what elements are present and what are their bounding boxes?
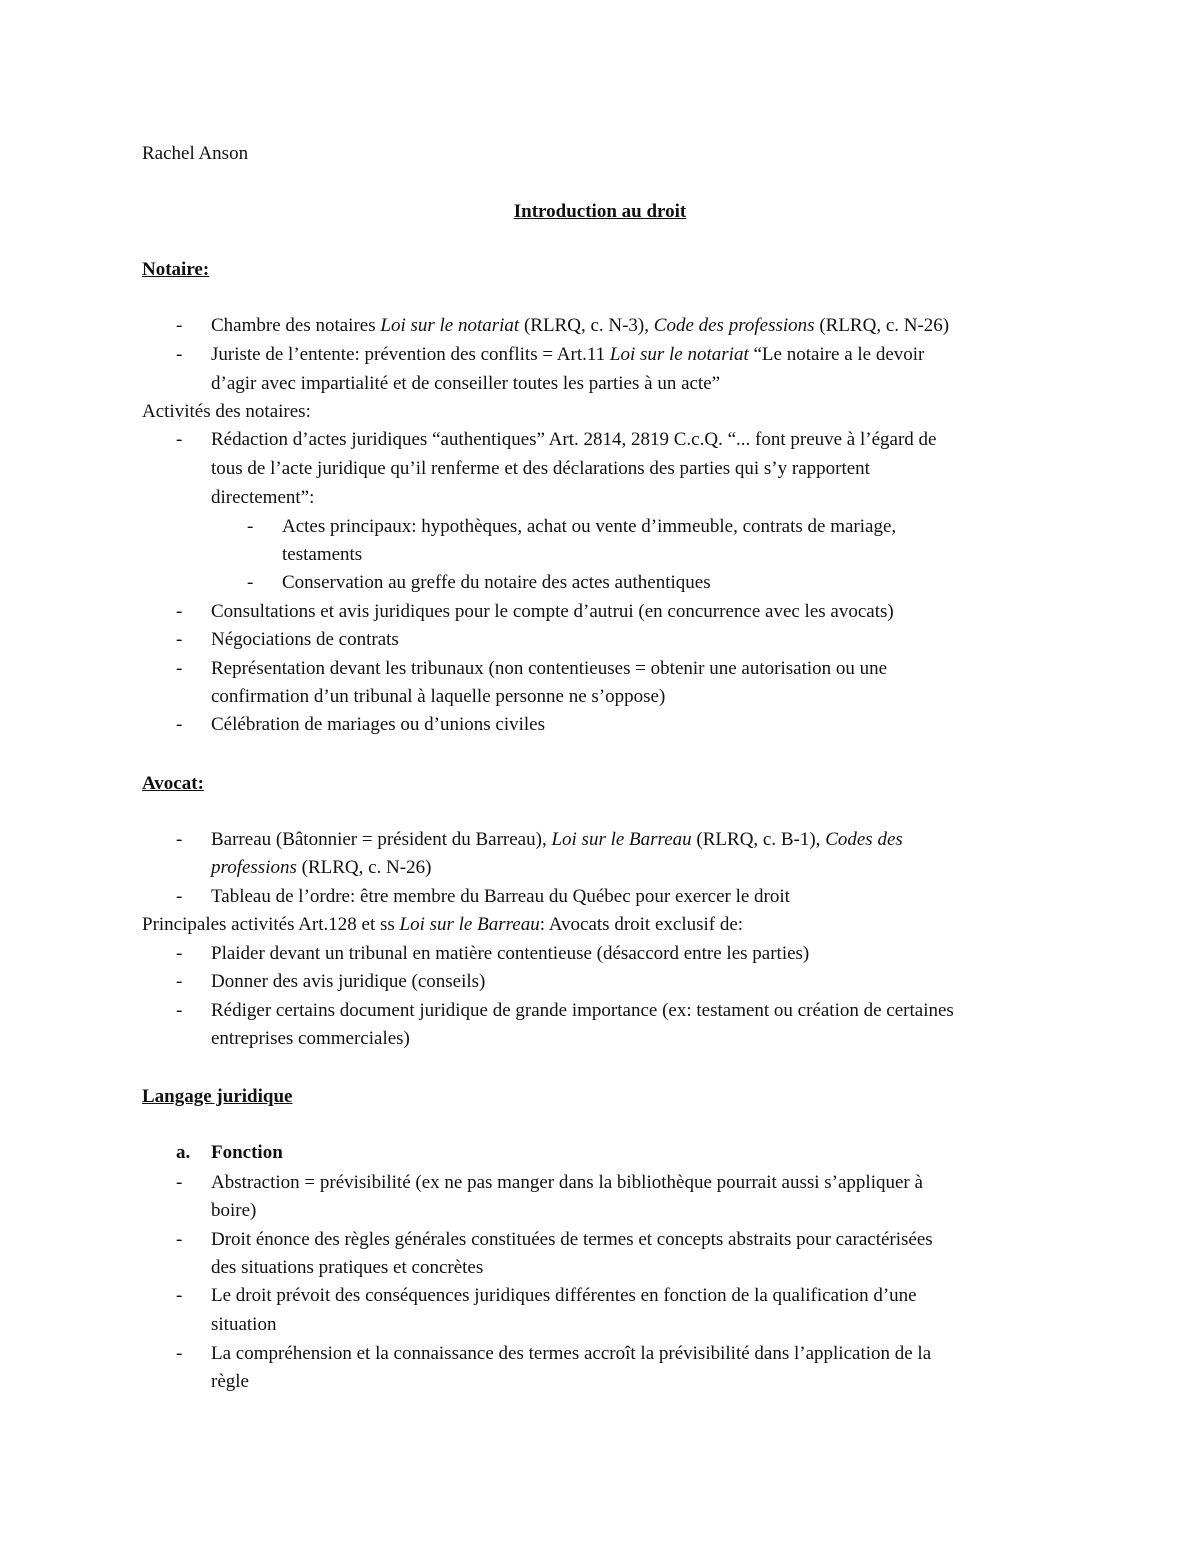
activite-redaction: Rédaction d’actes juridiques “authentiques” Art. 2814, 2819 C.c.Q. “... font preuve à l’égard de: [211, 429, 937, 450]
bullet-dash: -: [176, 344, 183, 365]
fonction-consequences: Le droit prévoit des conséquences juridiques différentes en fonction de la qualification d’une: [211, 1285, 917, 1306]
avocat-rediger: Rédiger certains document juridique de grande importance (ex: testament ou création de certaines: [211, 1000, 954, 1021]
bullet-dash: -: [176, 658, 183, 679]
bullet-dash: -: [176, 943, 183, 964]
fonction-regles-cont: des situations pratiques et concrètes: [211, 1257, 484, 1278]
document-title: Introduction au droit: [513, 201, 687, 222]
bullet-dash: -: [247, 516, 254, 537]
fonction-abstraction-cont: boire): [211, 1200, 257, 1221]
bullet-dash: -: [176, 1343, 183, 1364]
activite-representation-cont: confirmation d’un tribunal à laquelle personne ne s’oppose): [211, 686, 666, 707]
avocat-heading: Avocat:: [142, 773, 204, 794]
notaire-heading: Notaire:: [142, 259, 210, 280]
sub-conservation: Conservation au greffe du notaire des actes authentiques: [282, 572, 711, 593]
activite-redaction-cont: tous de l’acte juridique qu’il renferme et des déclarations des parties qui s’y rapportent: [211, 458, 870, 479]
fonction-regles: Droit énonce des règles générales constituées de termes et concepts abstraits pour caractérisées: [211, 1229, 933, 1250]
bullet-dash: -: [176, 1172, 183, 1193]
avocat-avis: Donner des avis juridique (conseils): [211, 971, 486, 992]
sub-actes-principaux: Actes principaux: hypothèques, achat ou vente d’immeuble, contrats de mariage,: [282, 516, 897, 537]
fonction-comprehension-cont: règle: [211, 1371, 249, 1392]
bullet-dash: -: [176, 1285, 183, 1306]
fonction-abstraction: Abstraction = prévisibilité (ex ne pas manger dans la bibliothèque pourrait aussi s’appliquer à: [211, 1172, 923, 1193]
bullet-dash: -: [176, 971, 183, 992]
activites-label: Activités des notaires:: [142, 401, 311, 422]
activite-redaction-cont: directement”:: [211, 487, 315, 508]
notaire-bullet-juriste: Juriste de l’entente: prévention des conflits = Art.11 Loi sur le notariat “Le notaire a le devoir: [211, 344, 925, 365]
activite-negociations: Négociations de contrats: [211, 629, 399, 650]
bullet-dash: -: [176, 315, 183, 336]
avocat-bullet-tableau: Tableau de l’ordre: être membre du Barreau du Québec pour exercer le droit: [211, 886, 790, 907]
notaire-bullet-juriste-cont: d’agir avec impartialité et de conseiller toutes les parties à un acte”: [211, 373, 721, 394]
author-name: Rachel Anson: [142, 143, 249, 164]
subsection-fonction: Fonction: [211, 1142, 283, 1163]
fonction-consequences-cont: situation: [211, 1314, 277, 1335]
bullet-dash: -: [247, 572, 254, 593]
activite-representation: Représentation devant les tribunaux (non contentieuses = obtenir une autorisation ou une: [211, 658, 888, 679]
avocat-plaider: Plaider devant un tribunal en matière contentieuse (désaccord entre les parties): [211, 943, 810, 964]
avocat-rediger-cont: entreprises commerciales): [211, 1028, 410, 1049]
bullet-dash: -: [176, 829, 183, 850]
notaire-bullet-chambre: Chambre des notaires Loi sur le notariat (RLRQ, c. N-3), Code des professions (RLRQ, c. N-26): [211, 315, 950, 336]
fonction-comprehension: La compréhension et la connaissance des termes accroît la prévisibilité dans l’application de la: [211, 1343, 932, 1364]
bullet-dash: -: [176, 886, 183, 907]
subsection-marker: a.: [176, 1142, 191, 1163]
principales-activites: Principales activités Art.128 et ss Loi sur le Barreau: Avocats droit exclusif de:: [142, 914, 744, 935]
activite-celebration: Célébration de mariages ou d’unions civiles: [211, 714, 545, 735]
bullet-dash: -: [176, 629, 183, 650]
activite-consultations: Consultations et avis juridiques pour le compte d’autrui (en concurrence avec les avocats): [211, 601, 894, 622]
bullet-dash: -: [176, 429, 183, 450]
avocat-bullet-barreau-cont: professions (RLRQ, c. N-26): [211, 857, 432, 878]
bullet-dash: -: [176, 714, 183, 735]
langage-heading: Langage juridique: [142, 1086, 293, 1107]
bullet-dash: -: [176, 601, 183, 622]
sub-actes-principaux-cont: testaments: [282, 544, 363, 565]
avocat-bullet-barreau: Barreau (Bâtonnier = président du Barreau), Loi sur le Barreau (RLRQ, c. B-1), Codes des: [211, 829, 903, 850]
bullet-dash: -: [176, 1000, 183, 1021]
bullet-dash: -: [176, 1229, 183, 1250]
